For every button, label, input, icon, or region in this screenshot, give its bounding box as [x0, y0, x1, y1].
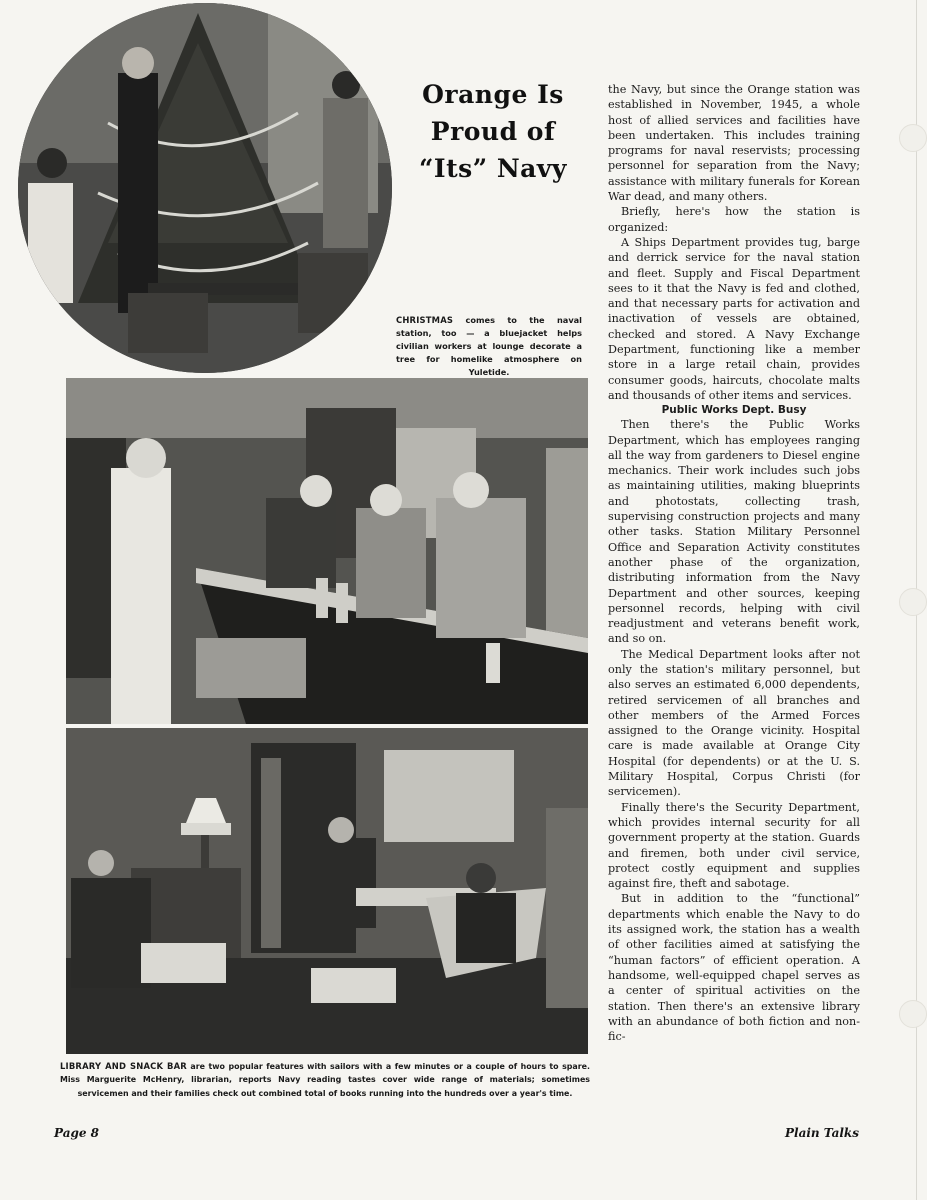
caption-text: comes to the naval station, too — a bluejacket helps civilian workers at lounge decorate a tree for homelike atmosphere on Yuletide.: [396, 315, 582, 377]
headline-line: Proud of: [430, 117, 556, 146]
punch-hole: [899, 124, 927, 152]
christmas-tree-photo: [18, 3, 392, 373]
article-paragraph: Finally there's the Security Department, which provides internal security for all government property at the station. Guards and firemen, both under civil service, protect costly equipment and supplies against fire, theft and sabotage.: [608, 800, 860, 891]
headline: [398, 76, 588, 187]
caption-lead: LIBRARY AND SNACK BAR: [60, 1061, 187, 1071]
article-paragraph: But in addition to the “functional” departments which enable the Navy to do its assigned work, the station has a wealth of other facilities aimed at satisfying the “human factors” of efficient operation. A handsome, well-equipped chapel serves as a center of spiritual activities on the station. Then there's an extensive library with an abundance of both fiction and non-fic-: [608, 892, 860, 1044]
article-paragraph: Then there's the Public Works Department, which has employees ranging all the way from gardeners to Diesel engine mechanics. Their work includes such jobs as maintaining utilities, making blueprints and photostats, collecting trash, supervising construction projects and many other tasks. Station Military Personnel Office and Separation Activity constitutes another phase of the organization, distributing information from the Navy Department and other sources, keeping personnel records, helping with civil readjustment and veterans benefit work, and so on.: [608, 418, 860, 646]
headline-line: “Its” Navy: [419, 154, 567, 183]
article-paragraph: Briefly, here's how the station is organized:: [608, 205, 860, 234]
library-caption: [60, 1060, 590, 1100]
section-subhead: Public Works Dept. Busy: [661, 404, 807, 417]
caption-text: are two popular features with sailors with a few minutes or a couple of hours to spare. Miss Marguerite McHenry, librarian, reports Navy reading tastes cover wide range of materials; sometimes servicemen and their families check out combined total of books running into the hundreds over a year's time.: [60, 1062, 590, 1098]
publication-name: Plain Talks: [784, 1126, 859, 1140]
article-paragraph: The Medical Department looks after not only the station's military personnel, but also serves an estimated 6,000 dependents, retired servicemen of all branches and other members of the Armed Forces assigned to the Orange vicinity. Hospital care is made available at Orange City Hospital (for dependents) or at the U. S. Military Hospital, Corpus Christi (for servicemen).: [608, 647, 860, 799]
article-paragraph: A Ships Department provides tug, barge and derrick service for the naval station and fleet. Supply and Fiscal Department sees to it that the Navy is fed and clothed, and that necessary parts for activation and inactivation of vessels are obtained, checked and stored. A Navy Exchange Department, functioning like a member store in a large retail chain, provides consumer goods, haircuts, chocolate malts and thousands of other items and services.: [608, 235, 860, 402]
punch-hole: [899, 588, 927, 616]
headline-line: Orange Is: [422, 80, 564, 109]
snack-bar-photo: [66, 378, 588, 724]
article-column: [608, 82, 860, 1044]
caption-lead: CHRISTMAS: [396, 315, 454, 325]
christmas-caption: [396, 314, 582, 379]
library-photo: [66, 728, 588, 1054]
article-paragraph: the Navy, but since the Orange station was established in November, 1945, a whole host of allied services and facilities have been undertaken. This includes training programs for naval reservists; processing personnel for separation from the Navy; assistance with military funerals for Korean War dead, and many others.: [608, 83, 860, 204]
page-number: Page 8: [54, 1126, 100, 1140]
punch-hole: [899, 1000, 927, 1028]
